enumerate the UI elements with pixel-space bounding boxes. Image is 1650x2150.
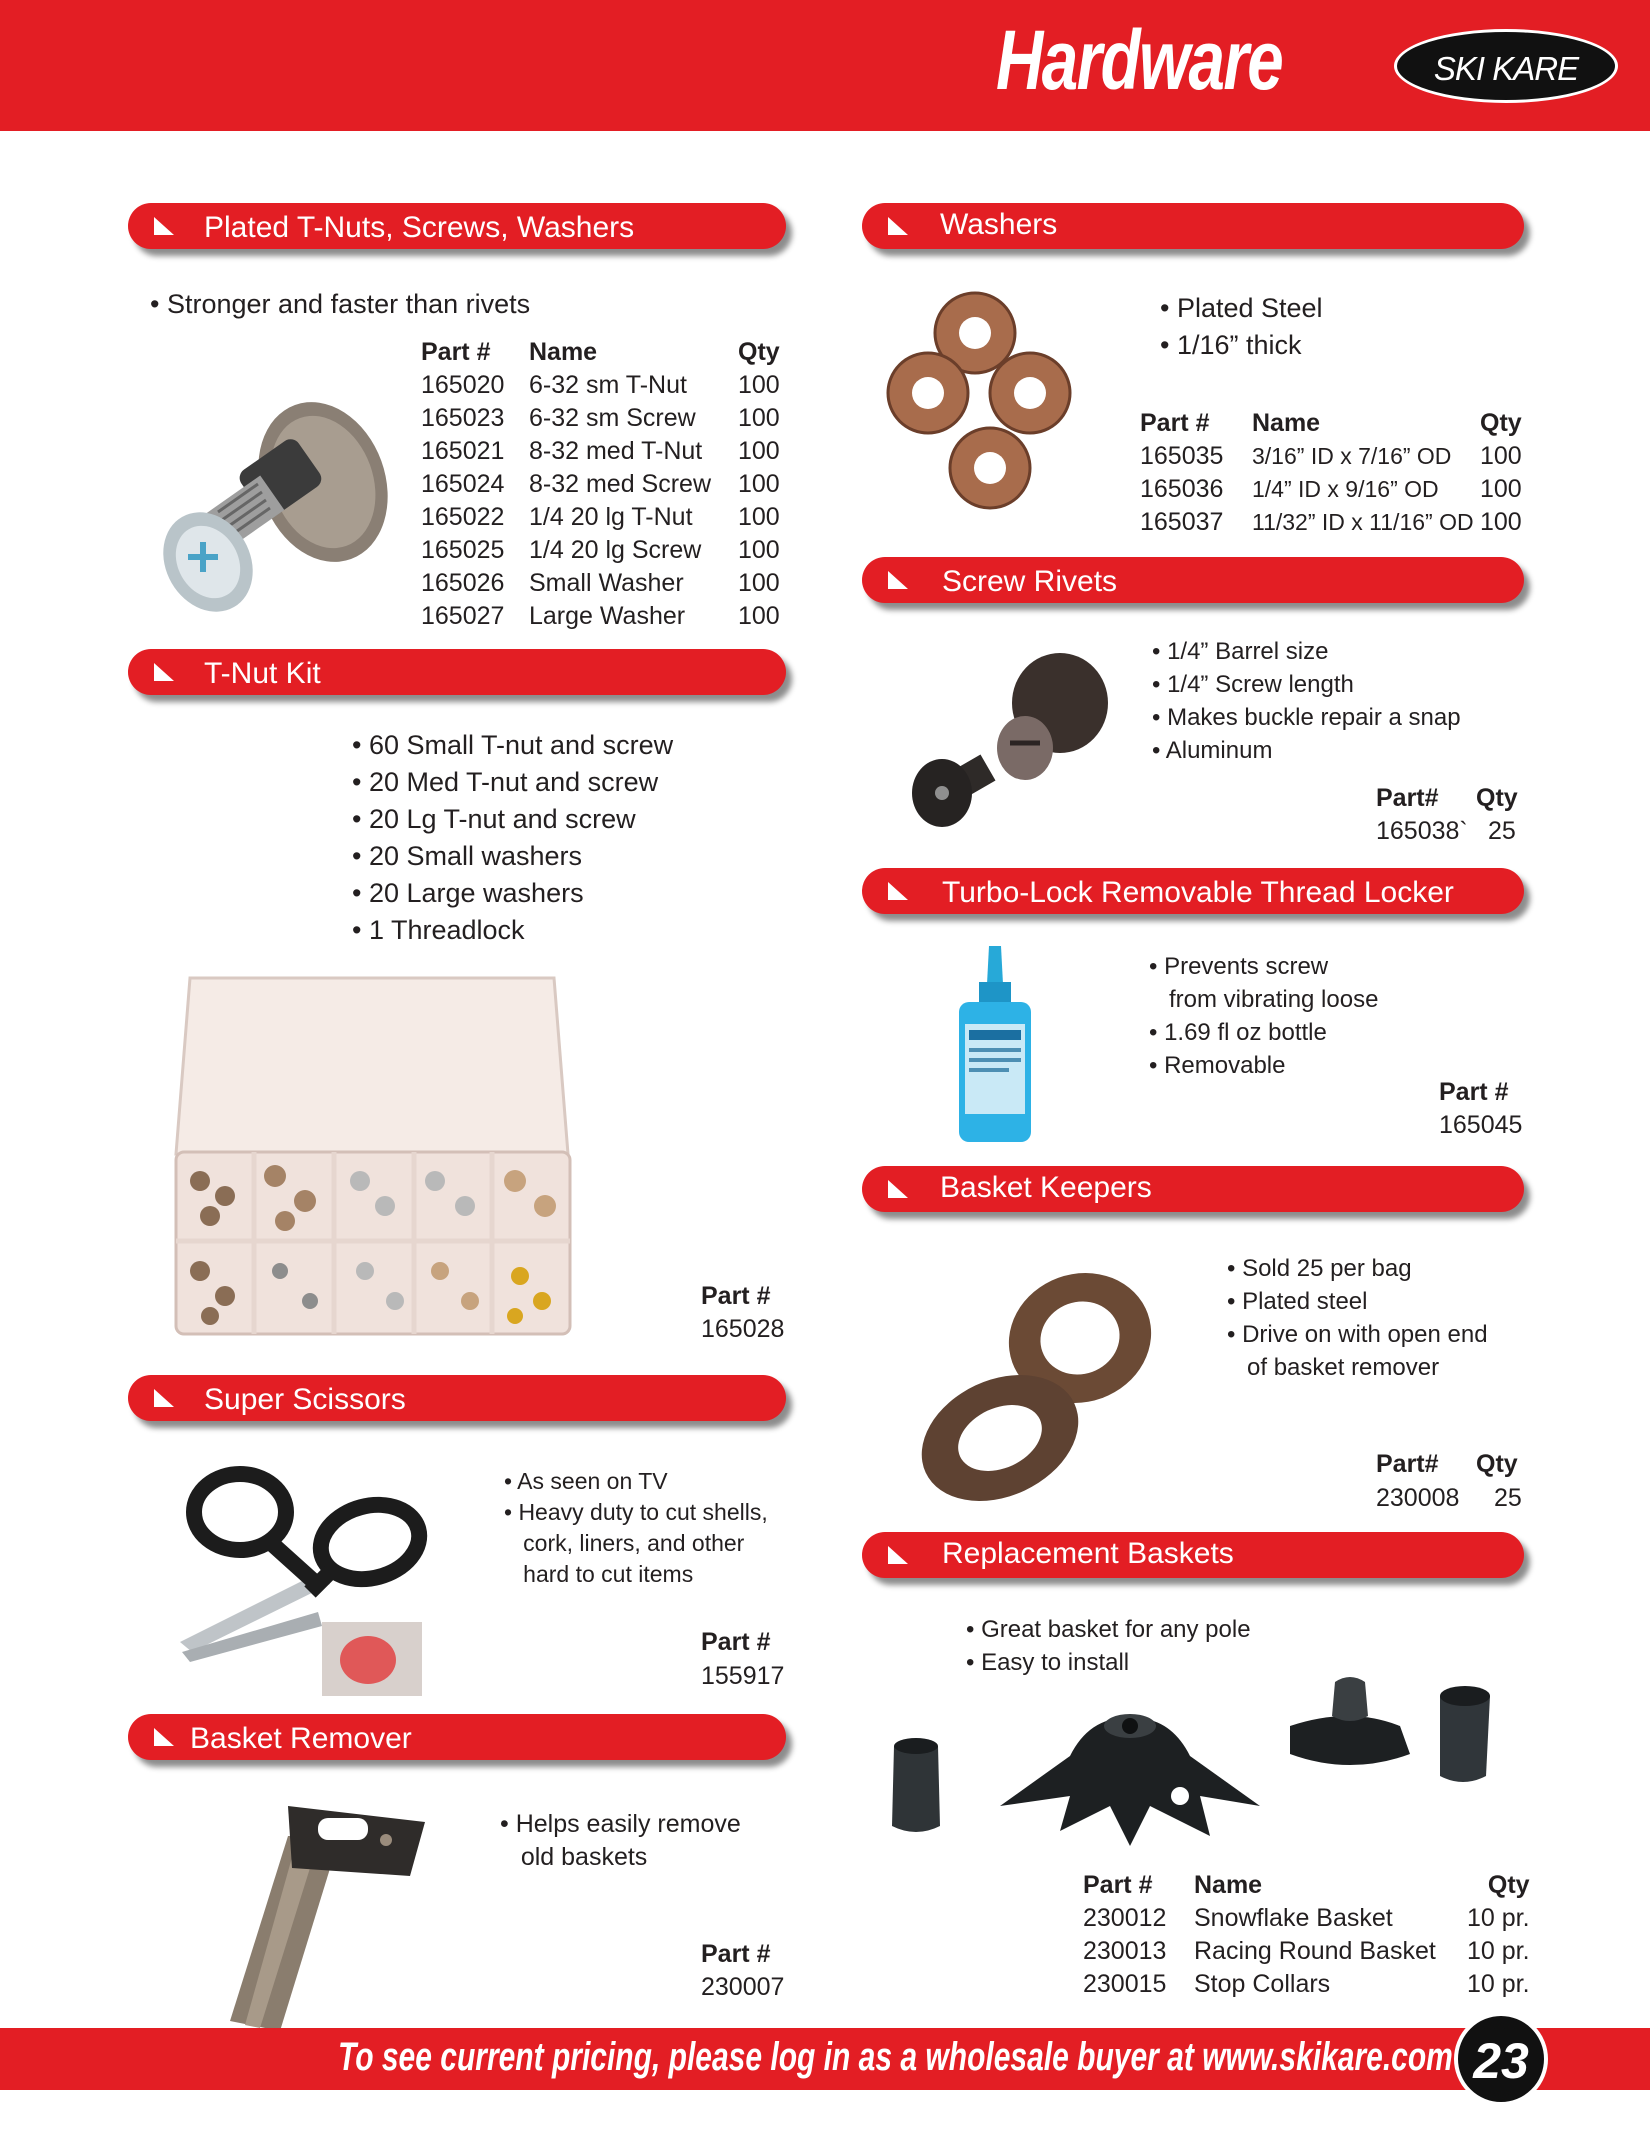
arrow-icon	[886, 213, 910, 239]
bullet: cork, liners, and other	[504, 1530, 745, 1556]
part-number: 230007	[701, 1973, 785, 2001]
table-row	[421, 402, 780, 435]
logo-text: SKI KARE	[1433, 50, 1579, 87]
cell-name: 11/32” ID x 11/16” OD	[1252, 509, 1474, 535]
replacement-baskets-photo	[880, 1656, 1520, 1856]
rivets-bullets	[1152, 635, 1461, 767]
table-header-row	[1140, 407, 1522, 440]
arrow-icon	[886, 878, 910, 904]
part-label: Part#	[1376, 1450, 1439, 1478]
cell-name: Snowflake Basket	[1194, 1904, 1393, 1932]
remover-bullets	[500, 1808, 741, 1874]
table-row	[1140, 473, 1522, 506]
qty-label: Qty	[1476, 784, 1518, 812]
section-bar-turbo-lock	[862, 868, 1524, 914]
section-bar-screw-rivets	[862, 557, 1524, 603]
section-title: T-Nut Kit	[204, 657, 321, 690]
thread-locker-bottle-photo	[955, 944, 1035, 1144]
bullet: • 60 Small T-nut and screw	[352, 730, 674, 760]
arrow-icon	[886, 1176, 910, 1202]
arrow-icon	[152, 213, 176, 239]
bullet: • 20 Med T-nut and screw	[352, 767, 659, 797]
cell-qty: 100	[1480, 508, 1522, 536]
page-header	[0, 0, 1650, 131]
table-row	[1083, 1935, 1530, 1968]
section-title: Screw Rivets	[942, 565, 1118, 598]
section-title: Plated T-Nuts, Screws, Washers	[204, 211, 635, 244]
table-row	[1083, 1968, 1530, 2001]
cell-name: 6-32 sm T-Nut	[529, 371, 687, 399]
page-title: Hardware	[996, 13, 1283, 107]
bullet: • Sold 25 per bag	[1227, 1255, 1412, 1282]
bullet: • 1 Threadlock	[352, 915, 525, 945]
section-bar-tnuts	[128, 203, 786, 249]
bullet: of basket remover	[1227, 1354, 1440, 1381]
col-qty: Qty	[1487, 1871, 1530, 1899]
section-bar-basket-keepers	[862, 1166, 1524, 1212]
bullet: • Heavy duty to cut shells,	[504, 1499, 768, 1525]
part-number: 155917	[701, 1662, 785, 1690]
cell-qty: 10 pr.	[1467, 1937, 1530, 1965]
cell-part: 165024	[421, 470, 505, 498]
cell-qty: 100	[738, 371, 780, 399]
scissors-bullets	[504, 1466, 768, 1590]
keepers-bullets	[1227, 1252, 1488, 1384]
cell-name: 1/4” ID x 9/16” OD	[1252, 476, 1439, 502]
section-bar-washers	[862, 203, 1524, 249]
cell-qty: 100	[738, 470, 780, 498]
bullet: • 20 Lg T-nut and screw	[352, 804, 636, 834]
col-qty: Qty	[1480, 409, 1522, 437]
table-header-row	[1083, 1869, 1530, 1902]
table-row	[421, 435, 780, 468]
part-label: Part #	[701, 1940, 771, 1968]
section-title: Turbo-Lock Removable Thread Locker	[942, 876, 1454, 909]
bullet: • Prevents screw	[1149, 953, 1329, 980]
bullet: • Plated Steel	[1160, 293, 1323, 323]
cell-part: 165037	[1140, 508, 1224, 536]
bullet: • 1/16” thick	[1160, 330, 1302, 360]
bullet: old baskets	[500, 1843, 648, 1871]
bullet: • Easy to install	[966, 1649, 1130, 1676]
table-row	[1140, 506, 1522, 539]
cell-qty: 100	[1480, 442, 1522, 470]
cell-part: 230013	[1083, 1937, 1167, 1965]
col-name: Name	[529, 338, 598, 366]
bullet: • 20 Small washers	[352, 841, 583, 871]
section-title: Super Scissors	[204, 1383, 406, 1416]
bullet: • Plated steel	[1227, 1288, 1368, 1315]
table-row	[421, 567, 780, 600]
section-bar-tnut-kit	[128, 649, 786, 695]
section-bar-basket-remover	[128, 1714, 786, 1760]
cell-qty: 10 pr.	[1467, 1904, 1530, 1932]
section-title: Basket Keepers	[940, 1171, 1152, 1204]
tnut-kit-bullets	[352, 727, 673, 949]
washers-photo	[880, 288, 1080, 518]
bullet: • Drive on with open end	[1227, 1321, 1488, 1348]
basket-keepers-photo	[910, 1258, 1180, 1518]
basket-remover-photo	[200, 1796, 430, 2036]
bullet: from vibrating loose	[1149, 986, 1379, 1013]
cell-part: 165027	[421, 602, 505, 630]
page-footer	[0, 2028, 1650, 2090]
section-title: Replacement Baskets	[942, 1537, 1234, 1570]
washers-table	[1140, 407, 1522, 539]
scissors-photo	[170, 1462, 440, 1698]
part-label: Part#	[1376, 784, 1439, 812]
cell-part: 165020	[421, 371, 505, 399]
washers-bullets	[1160, 290, 1323, 364]
part-label: Part #	[701, 1282, 771, 1310]
bullet: • Stronger and faster than rivets	[150, 289, 531, 319]
col-part: Part #	[421, 338, 491, 366]
cell-name: 6-32 sm Screw	[529, 404, 696, 432]
bullet: • Helps easily remove	[500, 1810, 741, 1838]
cell-name: 8-32 med T-Nut	[529, 437, 703, 465]
section-bar-replacement-baskets	[862, 1532, 1524, 1578]
table-row	[1140, 440, 1522, 473]
bullet: • 1/4” Screw length	[1152, 671, 1354, 698]
page-number-badge	[1454, 2012, 1548, 2106]
tnut-kit-box-photo	[170, 966, 576, 1340]
cell-part: 165035	[1140, 442, 1224, 470]
bullet: • Aluminum	[1152, 737, 1273, 764]
col-qty: Qty	[738, 338, 780, 366]
cell-name: 1/4 20 lg Screw	[529, 536, 702, 564]
table-row	[421, 534, 780, 567]
qty-value: 25	[1494, 1484, 1522, 1512]
cell-qty: 100	[738, 404, 780, 432]
tnuts-bullets	[150, 286, 530, 323]
section-title: Basket Remover	[190, 1722, 412, 1755]
table-row	[421, 369, 780, 402]
part-label: Part #	[1439, 1078, 1509, 1106]
cell-name: 8-32 med Screw	[529, 470, 712, 498]
arrow-icon	[152, 1724, 176, 1750]
table-header-row	[421, 336, 780, 369]
table-row	[421, 468, 780, 501]
qty-label: Qty	[1476, 1450, 1518, 1478]
qty-value: 25	[1488, 817, 1516, 845]
bullet: • 20 Large washers	[352, 878, 584, 908]
cell-qty: 100	[738, 437, 780, 465]
bullet: hard to cut items	[504, 1561, 694, 1587]
baskets-table	[1083, 1869, 1530, 2001]
arrow-icon	[152, 659, 176, 685]
table-row	[421, 501, 780, 534]
section-title: Washers	[940, 208, 1058, 241]
cell-part: 165021	[421, 437, 505, 465]
cell-part: 230015	[1083, 1970, 1167, 1998]
part-label: Part #	[701, 1628, 771, 1656]
part-number: 165028	[701, 1315, 785, 1343]
cell-part: 165022	[421, 503, 505, 531]
cell-qty: 100	[738, 503, 780, 531]
part-number: 230008	[1376, 1484, 1460, 1512]
bullet: • Makes buckle repair a snap	[1152, 704, 1461, 731]
screw-rivets-photo	[900, 648, 1126, 834]
cell-name: 1/4 20 lg T-Nut	[529, 503, 693, 531]
col-part: Part #	[1140, 409, 1210, 437]
bullet: • Great basket for any pole	[966, 1616, 1251, 1643]
section-bar-super-scissors	[128, 1375, 786, 1421]
cell-name: 3/16” ID x 7/16” OD	[1252, 443, 1452, 469]
col-name: Name	[1252, 409, 1321, 437]
cell-name: Small Washer	[529, 569, 684, 597]
tnuts-table	[421, 336, 780, 633]
cell-name: Racing Round Basket	[1194, 1937, 1436, 1965]
turbolock-bullets	[1149, 950, 1378, 1082]
table-row	[1083, 1902, 1530, 1935]
ski-kare-logo	[1394, 29, 1618, 103]
table-row	[421, 600, 780, 633]
part-number: 165038`	[1376, 817, 1468, 845]
arrow-icon	[152, 1385, 176, 1411]
bullet: • Removable	[1149, 1052, 1286, 1079]
footer-text: To see current pricing, please log in as a wholesale buyer at www.skikare.com	[338, 2035, 1453, 2079]
cell-qty: 10 pr.	[1467, 1970, 1530, 1998]
arrow-icon	[886, 567, 910, 593]
cell-qty: 100	[738, 536, 780, 564]
tnut-screw-photo	[148, 362, 410, 620]
cell-part: 165036	[1140, 475, 1224, 503]
col-part: Part #	[1083, 1871, 1153, 1899]
cell-part: 165026	[421, 569, 505, 597]
bullet: • 1/4” Barrel size	[1152, 638, 1329, 665]
bullet: • 1.69 fl oz bottle	[1149, 1019, 1327, 1046]
part-number: 165045	[1439, 1111, 1523, 1139]
cell-name: Stop Collars	[1194, 1970, 1331, 1998]
col-name: Name	[1194, 1871, 1263, 1899]
cell-part: 230012	[1083, 1904, 1167, 1932]
cell-name: Large Washer	[529, 602, 686, 630]
page-number: 23	[1473, 2033, 1529, 2089]
cell-qty: 100	[738, 569, 780, 597]
arrow-icon	[886, 1542, 910, 1568]
cell-qty: 100	[738, 602, 780, 630]
cell-part: 165025	[421, 536, 505, 564]
cell-qty: 100	[1480, 475, 1522, 503]
bullet: • As seen on TV	[504, 1468, 668, 1494]
cell-part: 165023	[421, 404, 505, 432]
